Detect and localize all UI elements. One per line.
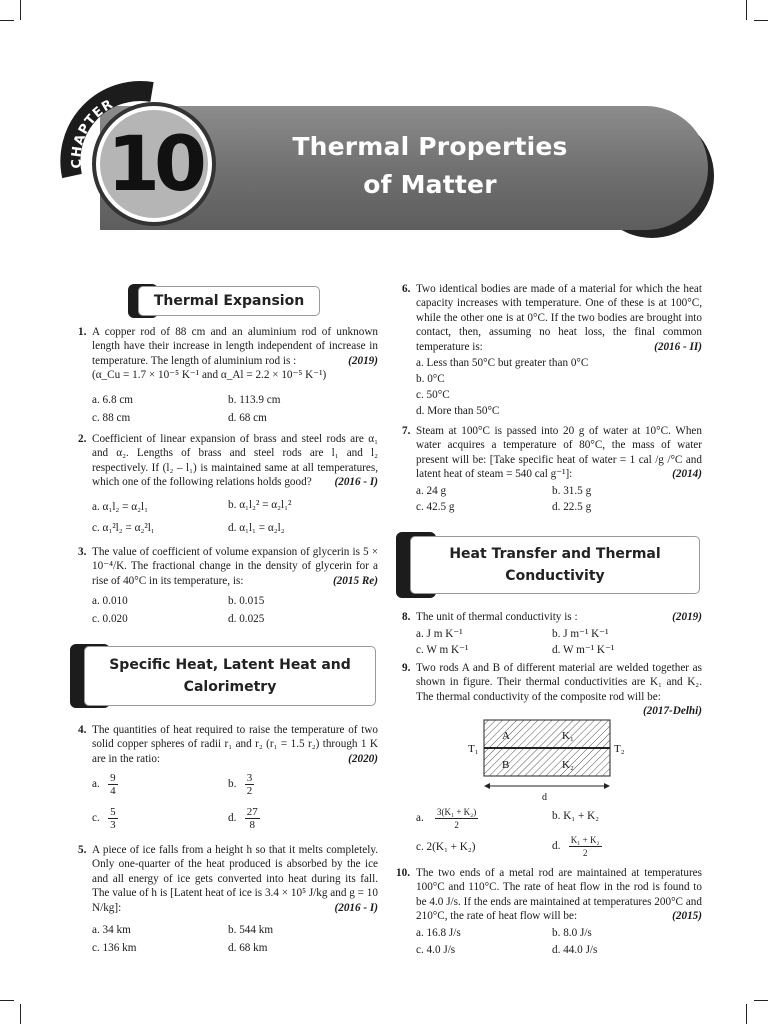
chapter-label: CHAPTER xyxy=(69,96,117,169)
option-8d[interactable]: d. W m⁻¹ K⁻¹ xyxy=(552,644,615,656)
question-7: 7. Steam at 100°C is passed into 20 g of water at 10°C. When water acquires a temperature of 80°C, the mass of water present will be: [Take specific heat of water = 1 cal /g /°C and latent heat of steam = 540 cal g⁻¹]: (2014) xyxy=(402,425,702,481)
option-10b[interactable]: b. 8.0 J/s xyxy=(552,927,592,939)
option-1a[interactable]: a. 6.8 cm xyxy=(92,394,134,406)
label-t1: T₁ xyxy=(468,743,479,755)
svg-text:CHAPTER xyxy=(69,97,116,169)
option-9a[interactable]: a. $\frac{\text{3(K₁ + K₂)}}{2}$ xyxy=(416,807,477,830)
option-1b[interactable]: b. 113.9 cm xyxy=(228,394,281,406)
option-10a[interactable]: a. 16.8 J/s xyxy=(416,927,461,939)
option-6d[interactable]: d. More than 50°C xyxy=(416,405,500,417)
option-1c[interactable]: c. 88 cm xyxy=(92,412,131,424)
crop-mark xyxy=(746,0,747,20)
question-1: 1. A copper rod of 88 cm and an aluminium rod of unknown length have their increase in length independent of increase in temperature. The length of aluminium rod is : (2019) (α_Cu = 1.7 × 10⁻⁵ K⁻¹ and α_Al = 2.2 × 10⁻⁵ K⁻¹) xyxy=(78,326,378,382)
question-3: 3. The value of coefficient of volume expansion of glycerin is 5 × 10⁻⁴/K. The fractional change in the density of glycerin for a rise of 40°C in its temperature, is: (2015 Re) xyxy=(78,546,378,587)
option-4a[interactable]: a. $\frac{9}{4}$ xyxy=(92,772,116,797)
option-10d[interactable]: d. 44.0 J/s xyxy=(552,944,598,956)
composite-rod-figure xyxy=(466,714,636,806)
label-b: B xyxy=(502,759,510,771)
question-5: 5. A piece of ice falls from a height h so that it melts completely. Only one-quarter of the heat produced is absorbed by the ice and all energy of ice gets converted into heat during its fall. The value of h is [Latent heat of ice is 3.4 × 10⁵ J/kg and g = 10 N/kg]: (2016 - I) xyxy=(78,844,378,914)
option-7b[interactable]: b. 31.5 g xyxy=(552,485,592,497)
chapter-label-arc xyxy=(56,72,206,202)
option-6b[interactable]: b. 0°C xyxy=(416,373,445,385)
option-3a[interactable]: a. 0.010 xyxy=(92,595,128,607)
option-2d[interactable]: d. α₁l₁ = α₂l₂ xyxy=(228,522,285,534)
option-6a[interactable]: a. Less than 50°C but greater than 0°C xyxy=(416,357,589,369)
option-2a[interactable]: a. α₁l₂ = α₂l₁ xyxy=(92,501,149,513)
option-8c[interactable]: c. W m K⁻¹ xyxy=(416,644,469,656)
option-8a[interactable]: a. J m K⁻¹ xyxy=(416,628,463,640)
crop-mark xyxy=(754,20,768,21)
section-heading: Heat Transfer and Thermal Conductivity xyxy=(410,536,700,594)
option-9c[interactable]: c. 2(K₁ + K₂) xyxy=(416,841,476,853)
crop-mark xyxy=(746,1004,747,1024)
question-8: 8. The unit of thermal conductivity is : (2019) xyxy=(402,611,702,623)
option-5a[interactable]: a. 34 km xyxy=(92,924,131,936)
option-9d[interactable]: d. $\frac{\text{K₁ + K₂}}{2}$ xyxy=(552,835,600,858)
question-9: 9. Two rods A and B of different material are welded together as shown in figure. Their thermal conductivities are K₁ and K₂. The thermal conductivity of the composite rod will be: (2017-Delhi) xyxy=(402,662,702,718)
chapter-title xyxy=(265,128,595,204)
crop-mark xyxy=(754,1000,768,1001)
label-d: d xyxy=(542,792,547,803)
option-7a[interactable]: a. 24 g xyxy=(416,485,447,497)
option-7d[interactable]: d. 22.5 g xyxy=(552,501,592,513)
option-2c[interactable]: c. α₁²l₂ = α₂²l₁ xyxy=(92,522,155,534)
option-4c[interactable]: c. $\frac{5}{3}$ xyxy=(92,806,116,831)
crop-mark xyxy=(0,20,14,21)
option-9b[interactable]: b. K₁ + K₂ xyxy=(552,810,600,822)
option-5c[interactable]: c. 136 km xyxy=(92,942,137,954)
option-10c[interactable]: c. 4.0 J/s xyxy=(416,944,456,956)
crop-mark xyxy=(20,1004,21,1024)
chapter-title-line2: of Matter xyxy=(363,170,497,199)
section-heading: Specific Heat, Latent Heat and Calorimetry xyxy=(84,646,376,706)
label-t2: T₂ xyxy=(614,743,625,755)
option-5b[interactable]: b. 544 km xyxy=(228,924,274,936)
crop-mark xyxy=(0,1000,14,1001)
label-k2: K₂ xyxy=(562,759,574,771)
option-2b[interactable]: b. α₁l₂² = α₂l₁² xyxy=(228,499,292,511)
option-3d[interactable]: d. 0.025 xyxy=(228,613,265,625)
chapter-number: 10 xyxy=(107,119,201,208)
option-3c[interactable]: c. 0.020 xyxy=(92,613,128,625)
option-6c[interactable]: c. 50°C xyxy=(416,389,450,401)
crop-mark xyxy=(20,0,21,20)
label-a: A xyxy=(502,730,510,742)
option-1d[interactable]: d. 68 cm xyxy=(228,412,267,424)
option-4d[interactable]: d. $\frac{27}{8}$ xyxy=(228,806,258,831)
option-5d[interactable]: d. 68 km xyxy=(228,942,268,954)
question-4: 4. The quantities of heat required to raise the temperature of two solid copper spheres of radii r₁ and r₂ (r₁ = 1.5 r₂) through 1 K are in the ratio: (2020) xyxy=(78,724,378,765)
question-2: 2. Coefficient of linear expansion of brass and steel rods are α₁ and α₂. Lengths of brass and steel rods are l₁ and l₂ respectively. If (l₂ – l₁) is maintained same at all temperatures, which one of the following relations holds good? (2016 - I) xyxy=(78,433,378,489)
label-k1: K₁ xyxy=(562,730,574,742)
option-3b[interactable]: b. 0.015 xyxy=(228,595,265,607)
question-6: 6. Two identical bodies are made of a material for which the heat capacity increases with temperature. One of these is at 100°C, while the other one is at 0°C. If the two bodies are brought into contact, then, assuming no heat loss, the final common temperature is: (2016 - II) xyxy=(402,283,702,353)
section-heading: Thermal Expansion xyxy=(138,286,320,316)
option-8b[interactable]: b. J m⁻¹ K⁻¹ xyxy=(552,628,609,640)
question-10: 10. The two ends of a metal rod are maintained at temperatures 100°C and 110°C. The rate of heat flow in the rod is found to be 4.0 J/s. If the ends are maintained at temperatures 200°C and 210°C, the rate of heat flow will be: (2015) xyxy=(396,867,702,923)
chapter-title-line1: Thermal Properties xyxy=(292,132,568,161)
option-7c[interactable]: c. 42.5 g xyxy=(416,501,455,513)
question-1-note: (α_Cu = 1.7 × 10⁻⁵ K⁻¹ and α_Al = 2.2 × 10⁻⁵ K⁻¹) xyxy=(92,369,327,382)
option-4b[interactable]: b. $\frac{3}{2}$ xyxy=(228,772,253,797)
